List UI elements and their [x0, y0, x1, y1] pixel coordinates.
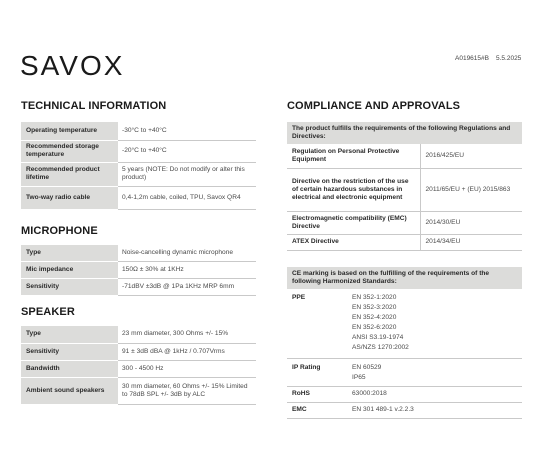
spec-label: Sensitivity: [21, 343, 118, 360]
regulation-label: Electromagnetic compatibility (EMC) Directive: [287, 211, 420, 234]
spec-value: 23 mm diameter, 300 Ohms +/- 15%: [118, 326, 256, 343]
regulation-value: 2016/425/EU: [420, 144, 522, 168]
spec-value: 300 - 4500 Hz: [118, 360, 256, 377]
document-date: 5.5.2025: [496, 55, 522, 62]
rohs-value: 63000:2018: [347, 386, 522, 402]
table-row: [21, 261, 256, 278]
table-row: [287, 289, 522, 358]
regulation-value: 2014/34/EU: [420, 234, 522, 250]
spec-label: Recommended storage temperature: [21, 140, 118, 162]
spec-label: Two-way radio cable: [21, 186, 118, 209]
speaker-heading: SPEAKER: [21, 306, 75, 318]
table-row: [21, 162, 256, 186]
spec-value: -30°C to +40°C: [118, 122, 256, 140]
speaker-table: [21, 326, 256, 405]
savox-logo: [20, 49, 130, 81]
spec-label: Recommended product lifetime: [21, 162, 118, 186]
table-row: [21, 278, 256, 295]
rohs-label: RoHS: [287, 386, 347, 402]
spec-label: Sensitivity: [21, 278, 118, 295]
regulation-label: ATEX Directive: [287, 234, 420, 250]
table-row: [21, 245, 256, 261]
spec-value: 30 mm diameter, 60 Ohms +/- 15% Limited to 78dB SPL +/- 3dB by ALC: [118, 377, 256, 404]
table-row: [287, 144, 522, 168]
spec-value: 5 years (NOTE: Do not modify or alter this product): [118, 162, 256, 186]
emc-label: EMC: [287, 402, 347, 418]
standard-item: EN 60529: [352, 363, 382, 371]
table-row: [287, 211, 522, 234]
standard-item: AS/NZS 1270:2002: [352, 344, 409, 352]
ppe-label: PPE: [287, 289, 347, 358]
standard-item: EN 352-4:2020: [352, 314, 397, 322]
ppe-standards: [347, 289, 522, 358]
ip-rating-standards: [347, 358, 522, 386]
table-row: [21, 343, 256, 360]
ce-marking-box: [287, 267, 522, 419]
document-code: A019615#B: [455, 55, 489, 62]
spec-value: 91 ± 3dB dBA @ 1kHz / 0.707Vrms: [118, 343, 256, 360]
ip-rating-label: IP Rating: [287, 358, 347, 386]
table-row: [21, 122, 256, 140]
regulations-box: [287, 122, 522, 251]
savox-logo-text: SAVOX: [20, 50, 125, 81]
standard-item: EN 352-1:2020: [352, 294, 397, 302]
table-row: [287, 386, 522, 402]
spec-value: -20°C to +40°C: [118, 140, 256, 162]
spec-label: Type: [21, 245, 118, 261]
regulations-header: The product fulfills the requirements of the following Regulations and Directives:: [287, 122, 522, 144]
table-row: [287, 234, 522, 250]
spec-label: Mic impedance: [21, 261, 118, 278]
table-row: [287, 402, 522, 418]
spec-label: Operating temperature: [21, 122, 118, 140]
regulation-value: 2014/30/EU: [420, 211, 522, 234]
table-row: [21, 360, 256, 377]
spec-label: Ambient sound speakers: [21, 377, 118, 404]
standard-item: EN 352-3:2020: [352, 304, 397, 312]
technical-information-heading: TECHNICAL INFORMATION: [21, 100, 167, 112]
microphone-table: [21, 245, 256, 296]
standard-item: ANSI S3.19-1974: [352, 334, 404, 342]
technical-information-table: [21, 122, 256, 210]
table-row: [21, 377, 256, 404]
table-row: [21, 186, 256, 209]
spec-label: Type: [21, 326, 118, 343]
regulations-table: [287, 144, 522, 251]
standard-item: EN 352-6:2020: [352, 324, 397, 332]
spec-value: 0,4-1,2m cable, coiled, TPU, Savox QR4: [118, 186, 256, 209]
microphone-heading: MICROPHONE: [21, 225, 98, 237]
ce-marking-header: CE marking is based on the fulfilling of the requirements of the following Harmonized Standards:: [287, 267, 522, 289]
table-row: [287, 168, 522, 211]
emc-value: EN 301 489-1 v.2.2.3: [347, 402, 522, 418]
standard-item: IP65: [352, 373, 366, 381]
spec-value: 150Ω ± 30% at 1KHz: [118, 261, 256, 278]
regulation-value: 2011/65/EU + (EU) 2015/863: [420, 168, 522, 211]
regulation-label: Directive on the restriction of the use of certain hazardous substances in electrical and electronic equipment: [287, 168, 420, 211]
spec-value: -71dBV ±3dB @ 1Pa 1KHz MRP 6mm: [118, 278, 256, 295]
compliance-heading: COMPLIANCE AND APPROVALS: [287, 100, 461, 112]
table-row: [21, 326, 256, 343]
spec-value: Noise-cancelling dynamic microphone: [118, 245, 256, 261]
table-row: [287, 358, 522, 386]
regulation-label: Regulation on Personal Protective Equipment: [287, 144, 420, 168]
table-row: [21, 140, 256, 162]
spec-label: Bandwidth: [21, 360, 118, 377]
ce-standards-table: [287, 289, 522, 419]
